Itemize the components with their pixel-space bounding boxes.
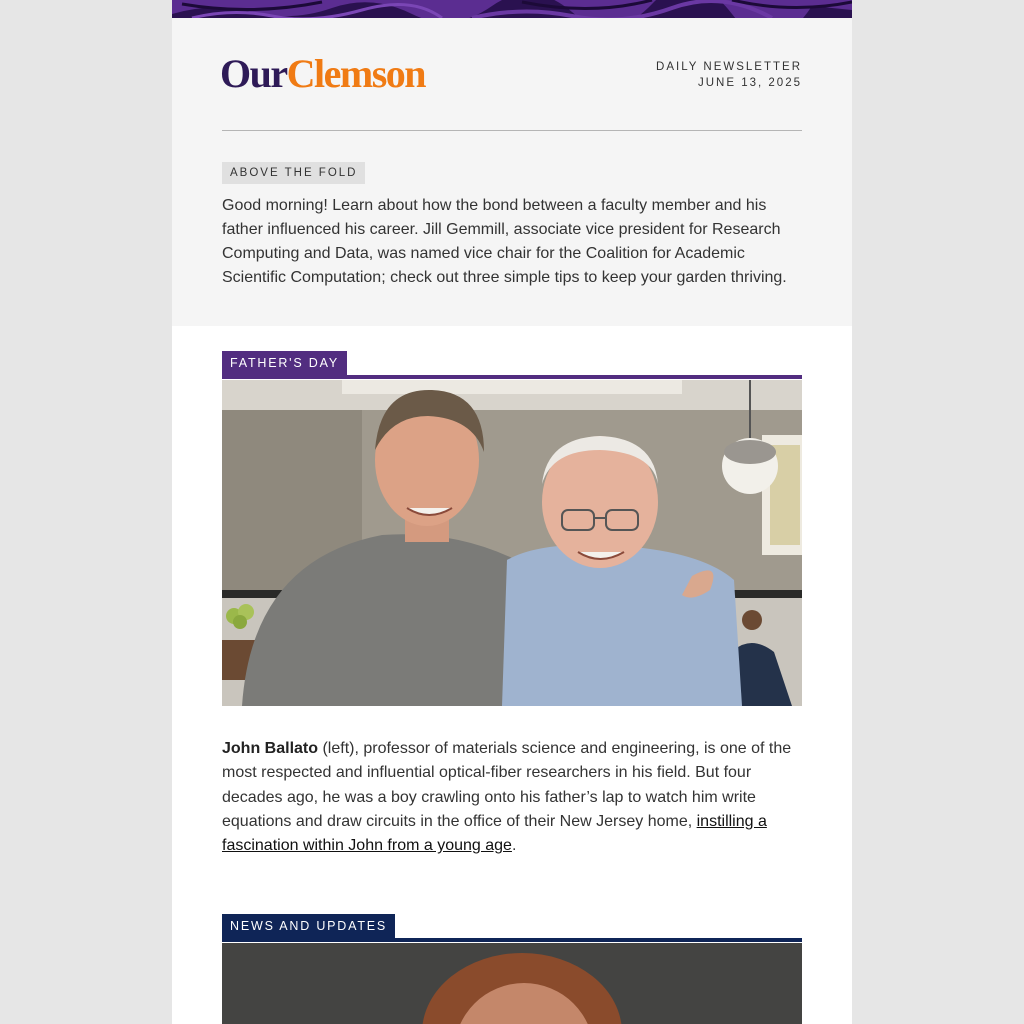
paw-pattern-banner [172, 0, 852, 18]
newsletter-label: DAILY NEWSLETTER [656, 61, 802, 73]
story-name: John Ballato [222, 740, 319, 757]
father-son-photo-illustration [222, 380, 802, 706]
portrait-photo-illustration [222, 943, 802, 1024]
logo-our: Our [220, 51, 287, 96]
news-photo[interactable] [222, 943, 802, 1024]
story-link[interactable]: instilling a fascination within John from a young age [222, 812, 767, 855]
fathers-day-rule [222, 375, 802, 379]
top-section [172, 18, 852, 326]
fathers-day-photo[interactable] [222, 380, 802, 706]
story-end: . [511, 837, 517, 855]
story-body: (left), professor of materials science and engineering, is one of the most respected and influential optical-fiber researchers in his field. But four decades ago, he was a boy crawling onto his father’s lap to watch him write equations and draw circuits in the office of their New Jersey home, [222, 740, 792, 830]
newsletter-page [172, 0, 852, 1024]
news-and-updates-tag: NEWS AND UPDATES [222, 914, 395, 938]
logo-clemson: Clemson [286, 51, 426, 96]
newsletter-meta [656, 59, 802, 91]
news-rule [222, 938, 802, 942]
intro-paragraph: Good morning! Learn about how the bond between a faculty member and his father influenced his career. Jill Gemmill, associate vice president for Research Computing and Data, was named vice chair for the Coalition for Academic Scientific Computation; check out three simple tips to keep your garden thriving. [222, 197, 787, 286]
header-divider [222, 130, 802, 131]
fathers-day-story [222, 737, 802, 858]
fathers-day-tag: FATHER'S DAY [222, 351, 347, 375]
above-the-fold-label: ABOVE THE FOLD [222, 162, 365, 184]
header-banner [172, 0, 852, 18]
newsletter-date: JUNE 13, 2025 [698, 77, 802, 89]
ourclemson-logo[interactable] [220, 52, 425, 96]
